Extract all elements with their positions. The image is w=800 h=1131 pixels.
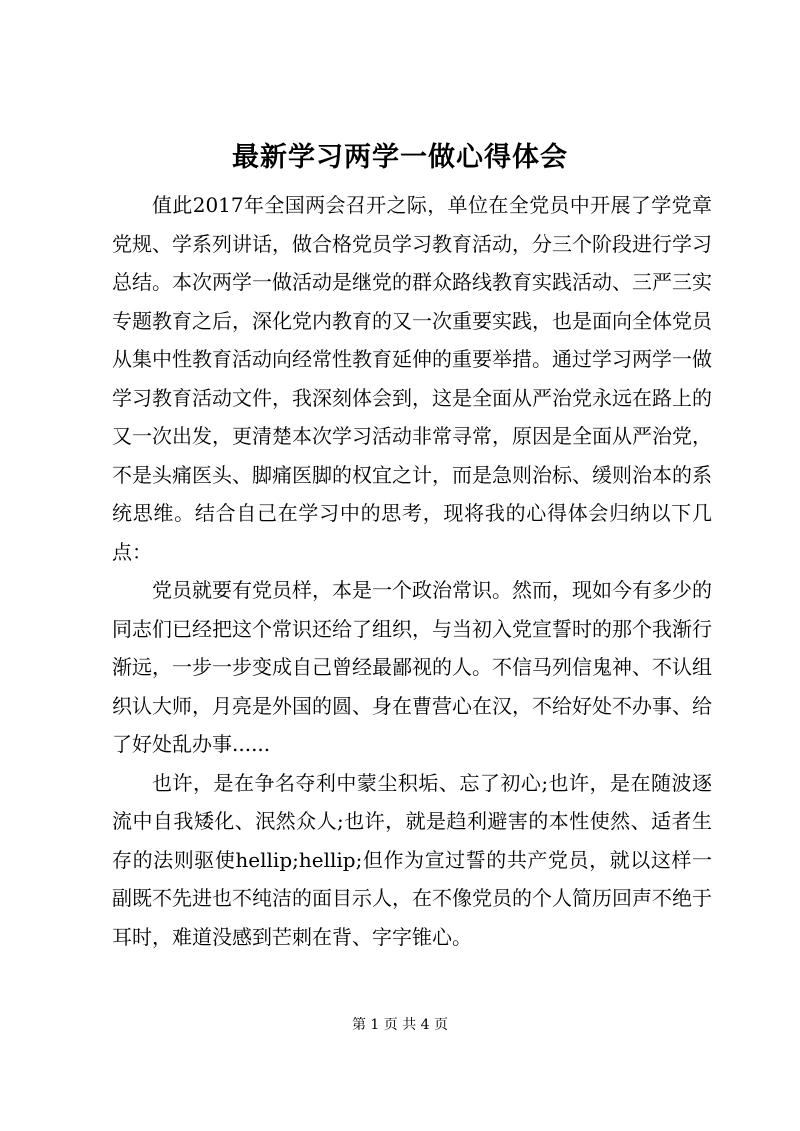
document-title: 最新学习两学一做心得体会 xyxy=(232,142,568,173)
paragraph-3: 也许，是在争名夺利中蒙尘积垢、忘了初心;也许，是在随波逐流中自我矮化、泯然众人;也许，就是趋利避害的本性使然、适者生存的法则驱使hellip;hellip;但作为宣过誓的共产党员，就以这样一副既不先进也不纯洁的面目示人，在不像党员的个人简历回声不绝于耳时，难道没感到芒刺在背、字字锥心。 xyxy=(112,770,712,949)
paragraph-2: 党员就要有党员样，本是一个政治常识。然而，现如今有多少的同志们已经把这个常识还给了组织，与当初入党宣誓时的那个我渐行渐远，一步一步变成自己曾经最鄙视的人。不信马列信鬼神、不认组织认大师，月亮是外国的圆、身在曹营心在汉，不给好处不办事、给了好处乱办事...... xyxy=(112,578,712,756)
page-number-footer: 第 1 页 共 4 页 xyxy=(351,1017,449,1033)
paragraph-1: 值此2017年全国两会召开之际，单位在全党员中开展了学党章党规、学系列讲话，做合格党员学习教育活动，分三个阶段进行学习总结。本次两学一做活动是继党的群众路线教育实践活动、三严三实专题教育之后，深化党内教育的又一次重要实践，也是面向全体党员从集中性教育活动向经常性教育延伸的重要举措。通过学习两学一做学习教育活动文件，我深刻体会到，这是全面从严治党永远在路上的又一次出发，更清楚本次学习活动非常寻常，原因是全面从严治党，不是头痛医头、脚痛医脚的权宜之计，而是急则治标、缓则治本的系统思维。结合自己在学习中的思考，现将我的心得体会归纳以下几点： xyxy=(112,193,712,564)
document-body xyxy=(112,186,712,956)
